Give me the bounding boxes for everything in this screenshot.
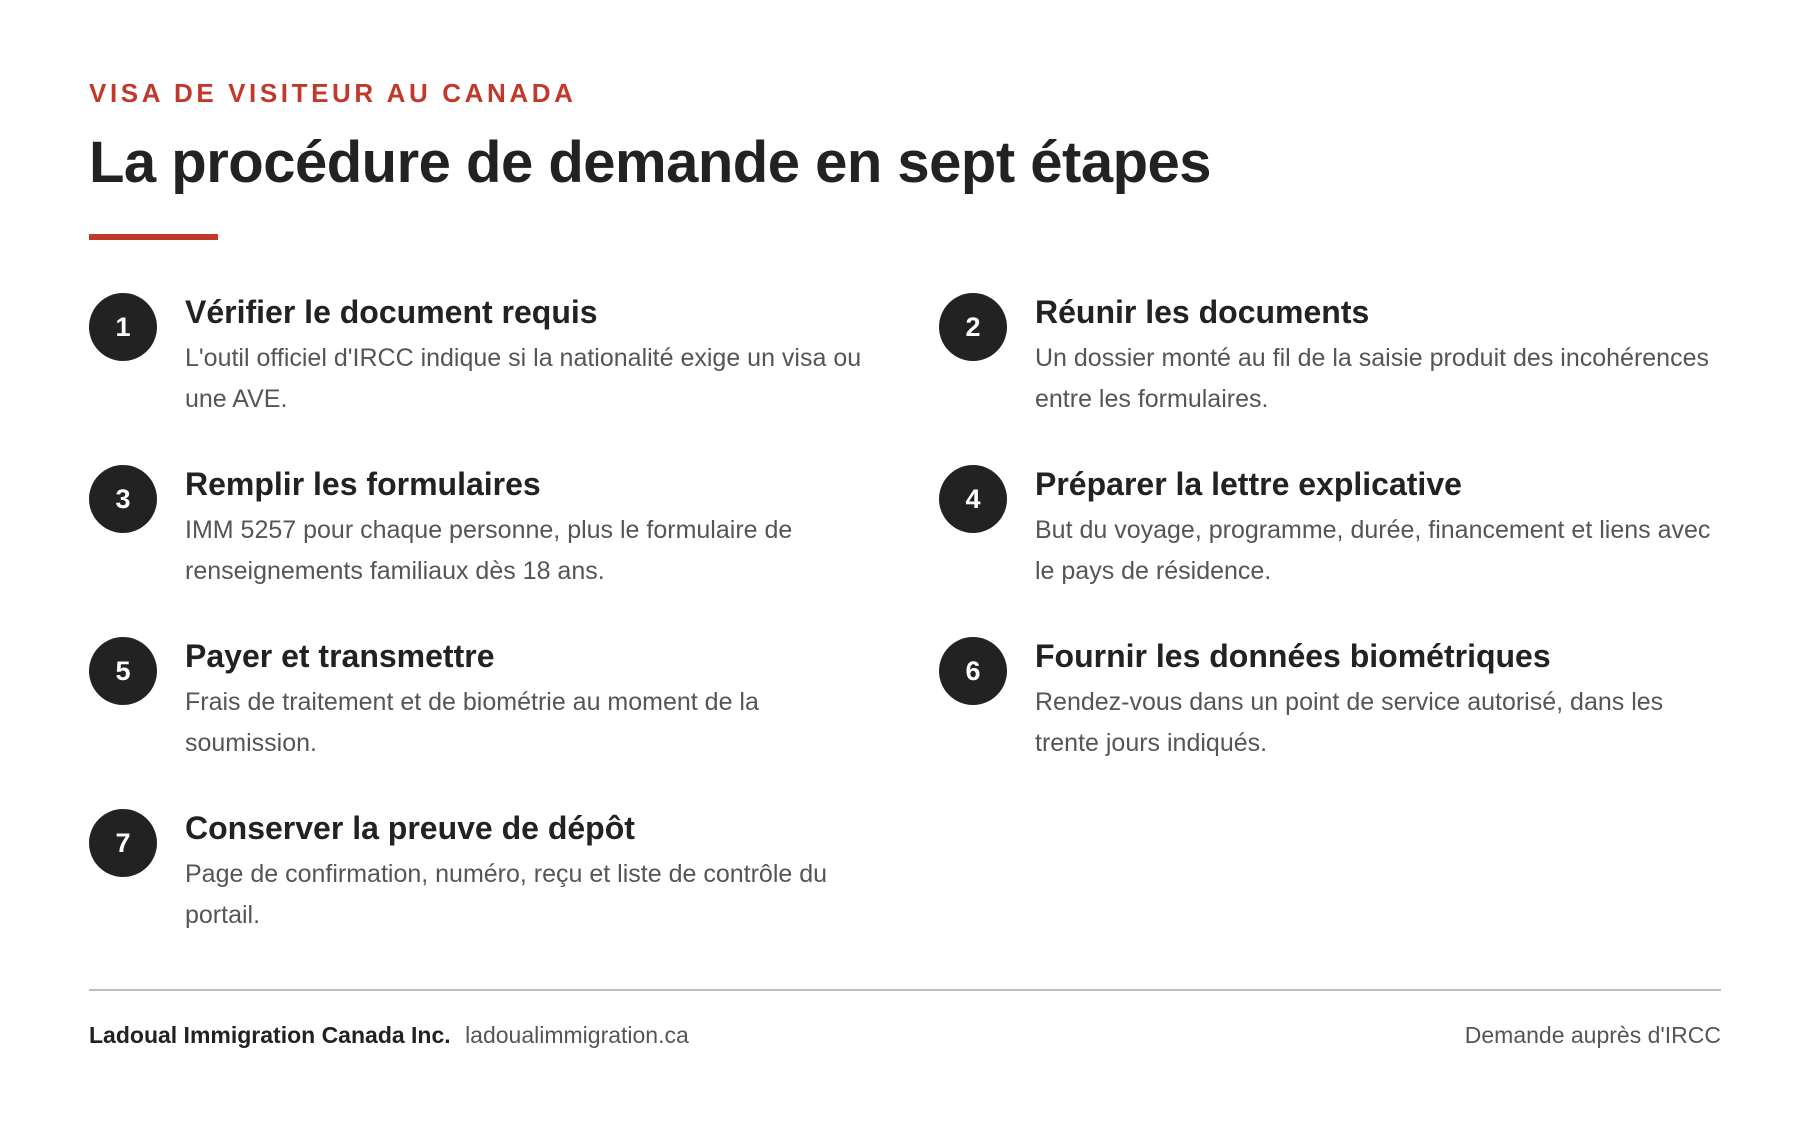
page-title: La procédure de demande en sept étapes [89, 130, 1212, 195]
step-description: Un dossier monté au fil de la saisie produit des incohérences entre les formulaires. [1035, 344, 1709, 413]
step-title: Réunir les documents [1035, 294, 1370, 330]
step-number-badge: 3 [89, 465, 157, 533]
footer-website-link[interactable]: ladoualimmigration.ca [465, 1022, 689, 1048]
footer [89, 1020, 1721, 1050]
step-number-badge: 1 [89, 293, 157, 361]
step-6 [939, 636, 1721, 808]
step-2 [939, 292, 1721, 464]
footer-divider [89, 989, 1721, 991]
step-3 [89, 464, 939, 636]
step-number-badge: 7 [89, 809, 157, 877]
step-number-badge: 2 [939, 293, 1007, 361]
step-description: L'outil officiel d'IRCC indique si la nationalité exige un visa ou une AVE. [185, 344, 862, 413]
footer-context-label: Demande auprès d'IRCC [1464, 1022, 1721, 1048]
step-description: Frais de traitement et de biométrie au moment de la soumission. [185, 688, 759, 757]
step-7 [89, 808, 939, 980]
footer-left [89, 1020, 689, 1050]
step-title: Préparer la lettre explicative [1035, 466, 1462, 502]
eyebrow-label: VISA DE VISITEUR AU CANADA [89, 78, 577, 108]
step-title: Fournir les données biométriques [1035, 638, 1551, 674]
step-number-badge: 5 [89, 637, 157, 705]
step-title: Conserver la preuve de dépôt [185, 810, 635, 846]
step-4 [939, 464, 1721, 636]
step-title: Remplir les formulaires [185, 466, 541, 502]
step-title: Payer et transmettre [185, 638, 495, 674]
accent-divider [89, 234, 218, 240]
step-number-badge: 6 [939, 637, 1007, 705]
step-title: Vérifier le document requis [185, 294, 598, 330]
step-description: IMM 5257 pour chaque personne, plus le formulaire de renseignements familiaux dès 18 ans. [185, 516, 793, 585]
step-description: Rendez-vous dans un point de service autorisé, dans les trente jours indiqués. [1035, 688, 1664, 757]
footer-company-name: Ladoual Immigration Canada Inc. [89, 1022, 451, 1048]
step-number-badge: 4 [939, 465, 1007, 533]
step-1 [89, 292, 939, 464]
step-description: Page de confirmation, numéro, reçu et liste de contrôle du portail. [185, 860, 828, 929]
step-5 [89, 636, 939, 808]
step-description: But du voyage, programme, durée, financement et liens avec le pays de résidence. [1035, 516, 1711, 585]
steps-grid [89, 292, 1721, 980]
